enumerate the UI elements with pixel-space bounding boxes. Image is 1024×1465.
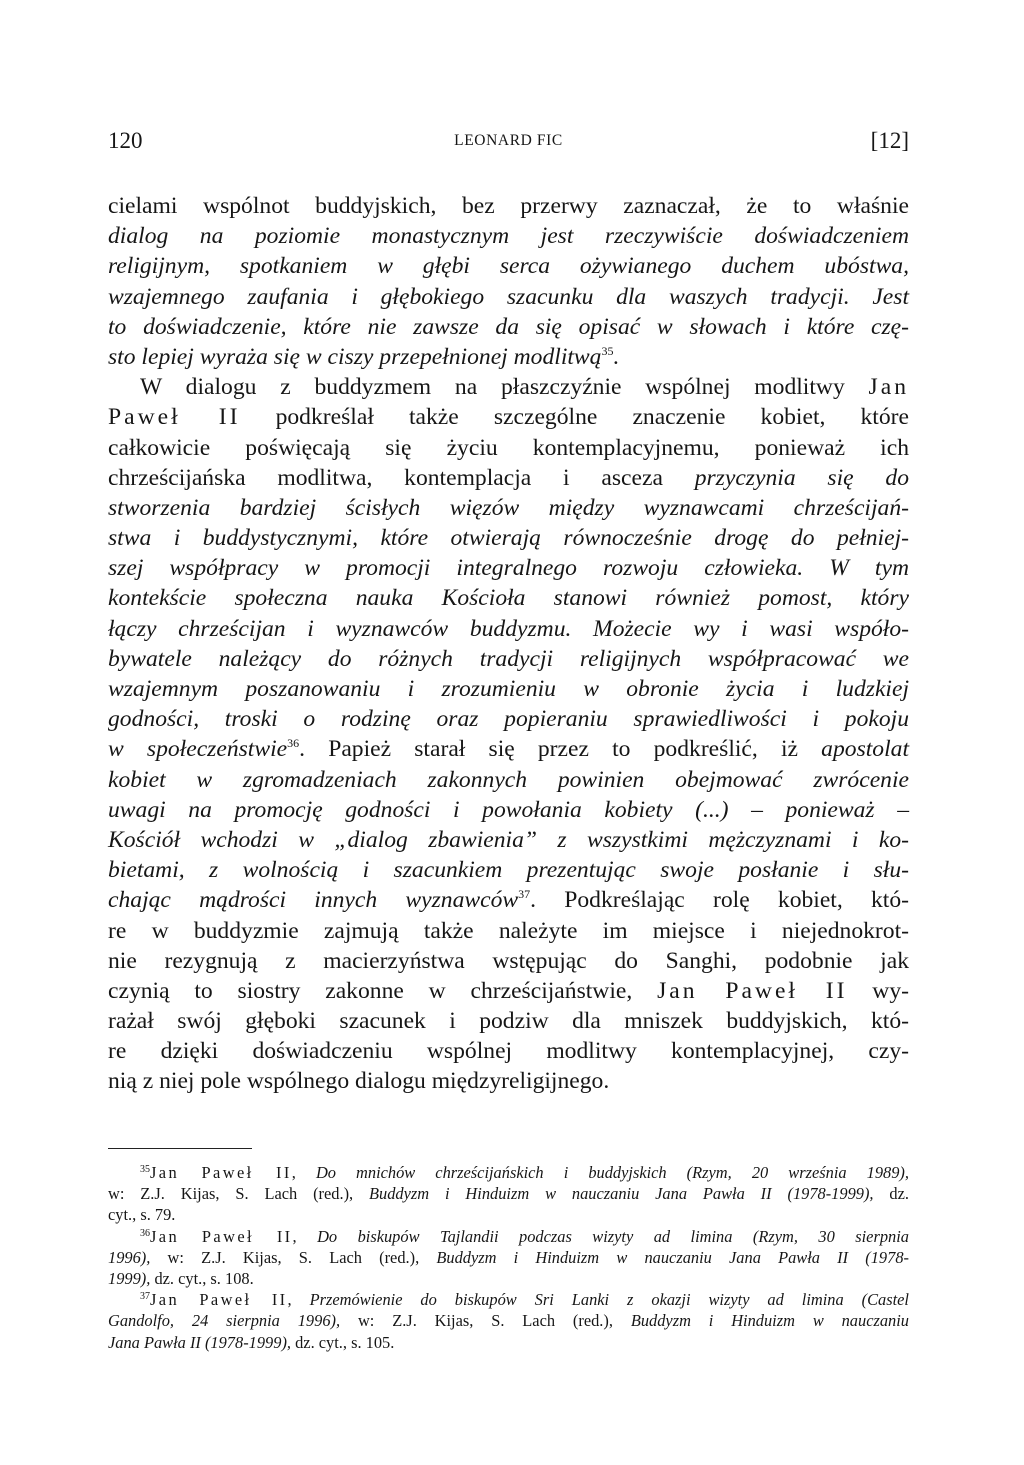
running-title: LEONARD FIC (454, 132, 563, 149)
body-line: sto lepiej wyraża się w ciszy przepełnionej modlitwą$^{35}$. (108, 343, 620, 370)
footnote-number: 37 (140, 1291, 150, 1303)
body-line: nią z niej pole wspólnego dialogu międzyreligijnego. (108, 1068, 610, 1095)
page-header (108, 128, 909, 164)
body-line: stworzenia bardziej ścisłych więzów między wyznawcami chrześcijań- (108, 494, 909, 521)
body-line: re w buddyzmie zajmują także należyte im miejsce i niejednokrot- (108, 917, 909, 944)
body-line: to doświadczenie, które nie zawsze da się opisać w słowach i które czę- (108, 313, 909, 340)
body-line: Paweł II podkreślał także szczególne znaczenie kobiet, które (108, 404, 909, 431)
body-line: całkowicie poświęcają się życiu kontemplacyjnemu, ponieważ ich (108, 434, 909, 461)
footnote-35: $^{35}$Jan Paweł II, Do mnichów chrześcijańskich i buddyjskich (Rzym, 20 września 1989), w: Z.J. Kijas, S. Lach (red.), Buddyzm i Hinduizm w nauczaniu Jana Pawła II (1978-1999), dz. cyt., s. 79. (108, 1163, 909, 1225)
body-line: re dzięki doświadczeniu wspólnej modlitwy kontemplacyjnej, czy- (108, 1038, 909, 1065)
body-line: kontekście społeczna nauka Kościoła stanowi również pomost, który (108, 585, 909, 612)
body-line: czynią to siostry zakonne w chrześcijaństwie, Jan Paweł II wy- (108, 977, 909, 1004)
body-line: w społeczeństwie$^{36}$. Papież starał się przez to podkreślić, iż apostolat (108, 736, 910, 763)
body-line: bywatele należący do różnych tradycji religijnych współpracować we (108, 645, 909, 672)
body-line: godności, troski o rodzinę oraz popieraniu sprawiedliwości i pokoju (108, 706, 909, 733)
body-line: Kościół wchodzi w „dialog zbawienia” z wszystkimi mężczyznami i ko- (108, 826, 909, 853)
footnote-separator (108, 1148, 252, 1149)
body-line: szej współpracy w promocji integralnego rozwoju człowieka. W tym (108, 555, 909, 582)
footnote-ref: 37 (518, 887, 531, 902)
body-line: nie rezygnują z macierzyństwa wstępując do Sanghi, podobnie jak (108, 947, 909, 974)
body-line: religijnym, spotkaniem w głębi serca ożywianego duchem ubóstwa, (108, 253, 909, 280)
body-line: stwa i buddystycznymi, które otwierają równocześnie drogę do pełniej- (108, 525, 909, 552)
footnote-ref: 35 (601, 343, 614, 358)
body-line: chrześcijańska modlitwa, kontemplacja i asceza przyczynia się do (108, 464, 909, 491)
page-number: 120 (108, 128, 143, 153)
body-line: bietami, z wolnością i szacunkiem prezentując swoje posłanie i słu- (108, 857, 909, 884)
body-line: rażał swój głęboki szacunek i podziw dla mniszek buddyjskich, któ- (108, 1008, 909, 1035)
footnotes (108, 1162, 909, 1353)
body-line: uwagi na promocję godności i powołania kobiety (...) – ponieważ – (108, 796, 909, 823)
footnote-37: $^{37}$Jan Paweł II, Przemówienie do biskupów Sri Lanki z okazji wizyty ad limina (Castel Gandolfo, 24 sierpnia 1996), w: Z.J. Kijas, S. Lach (red.), Buddyzm i Hinduizm w nauczaniu Jana Pawła II (1978-1999), dz. cyt., s. 105. (108, 1290, 909, 1352)
footnote-number: 36 (140, 1227, 150, 1239)
section-number: [12] (870, 128, 909, 153)
body-line: wzajemnego zaufania i głębokiego szacunku dla waszych tradycji. Jest (108, 283, 909, 310)
body-line: cielami wspólnot buddyjskich, bez przerwy zaznaczał, że to właśnie (108, 193, 909, 219)
body-line: chając mądrości innych wyznawców$^{37}$. Podkreślając rolę kobiet, któ- (108, 887, 909, 914)
body-line: łączy chrześcijan i wyznawców buddyzmu. Możecie wy i wasi współo- (108, 615, 909, 642)
body-text (108, 191, 909, 1097)
footnote-ref: 36 (287, 736, 300, 751)
footnote-36: $^{36}$Jan Paweł II, Do biskupów Tajlandii podczas wizyty ad limina (Rzym, 30 sierpnia 1996), w: Z.J. Kijas, S. Lach (red.), Buddyzm i Hinduizm w nauczaniu Jana Pawła II (1978- 1999), dz. cyt., s. 108. (108, 1226, 909, 1288)
body-line: W dialogu z buddyzmem na płaszczyźnie wspólnej modlitwy Jan (140, 374, 909, 401)
body-line: dialog na poziomie monastycznym jest rzeczywiście doświadczeniem (108, 223, 909, 250)
footnote-number: 35 (140, 1164, 150, 1175)
body-line: wzajemnym poszanowaniu i zrozumieniu w obronie życia i ludzkiej (108, 676, 909, 702)
body-line: kobiet w zgromadzeniach zakonnych powinien obejmować zwrócenie (108, 766, 909, 793)
